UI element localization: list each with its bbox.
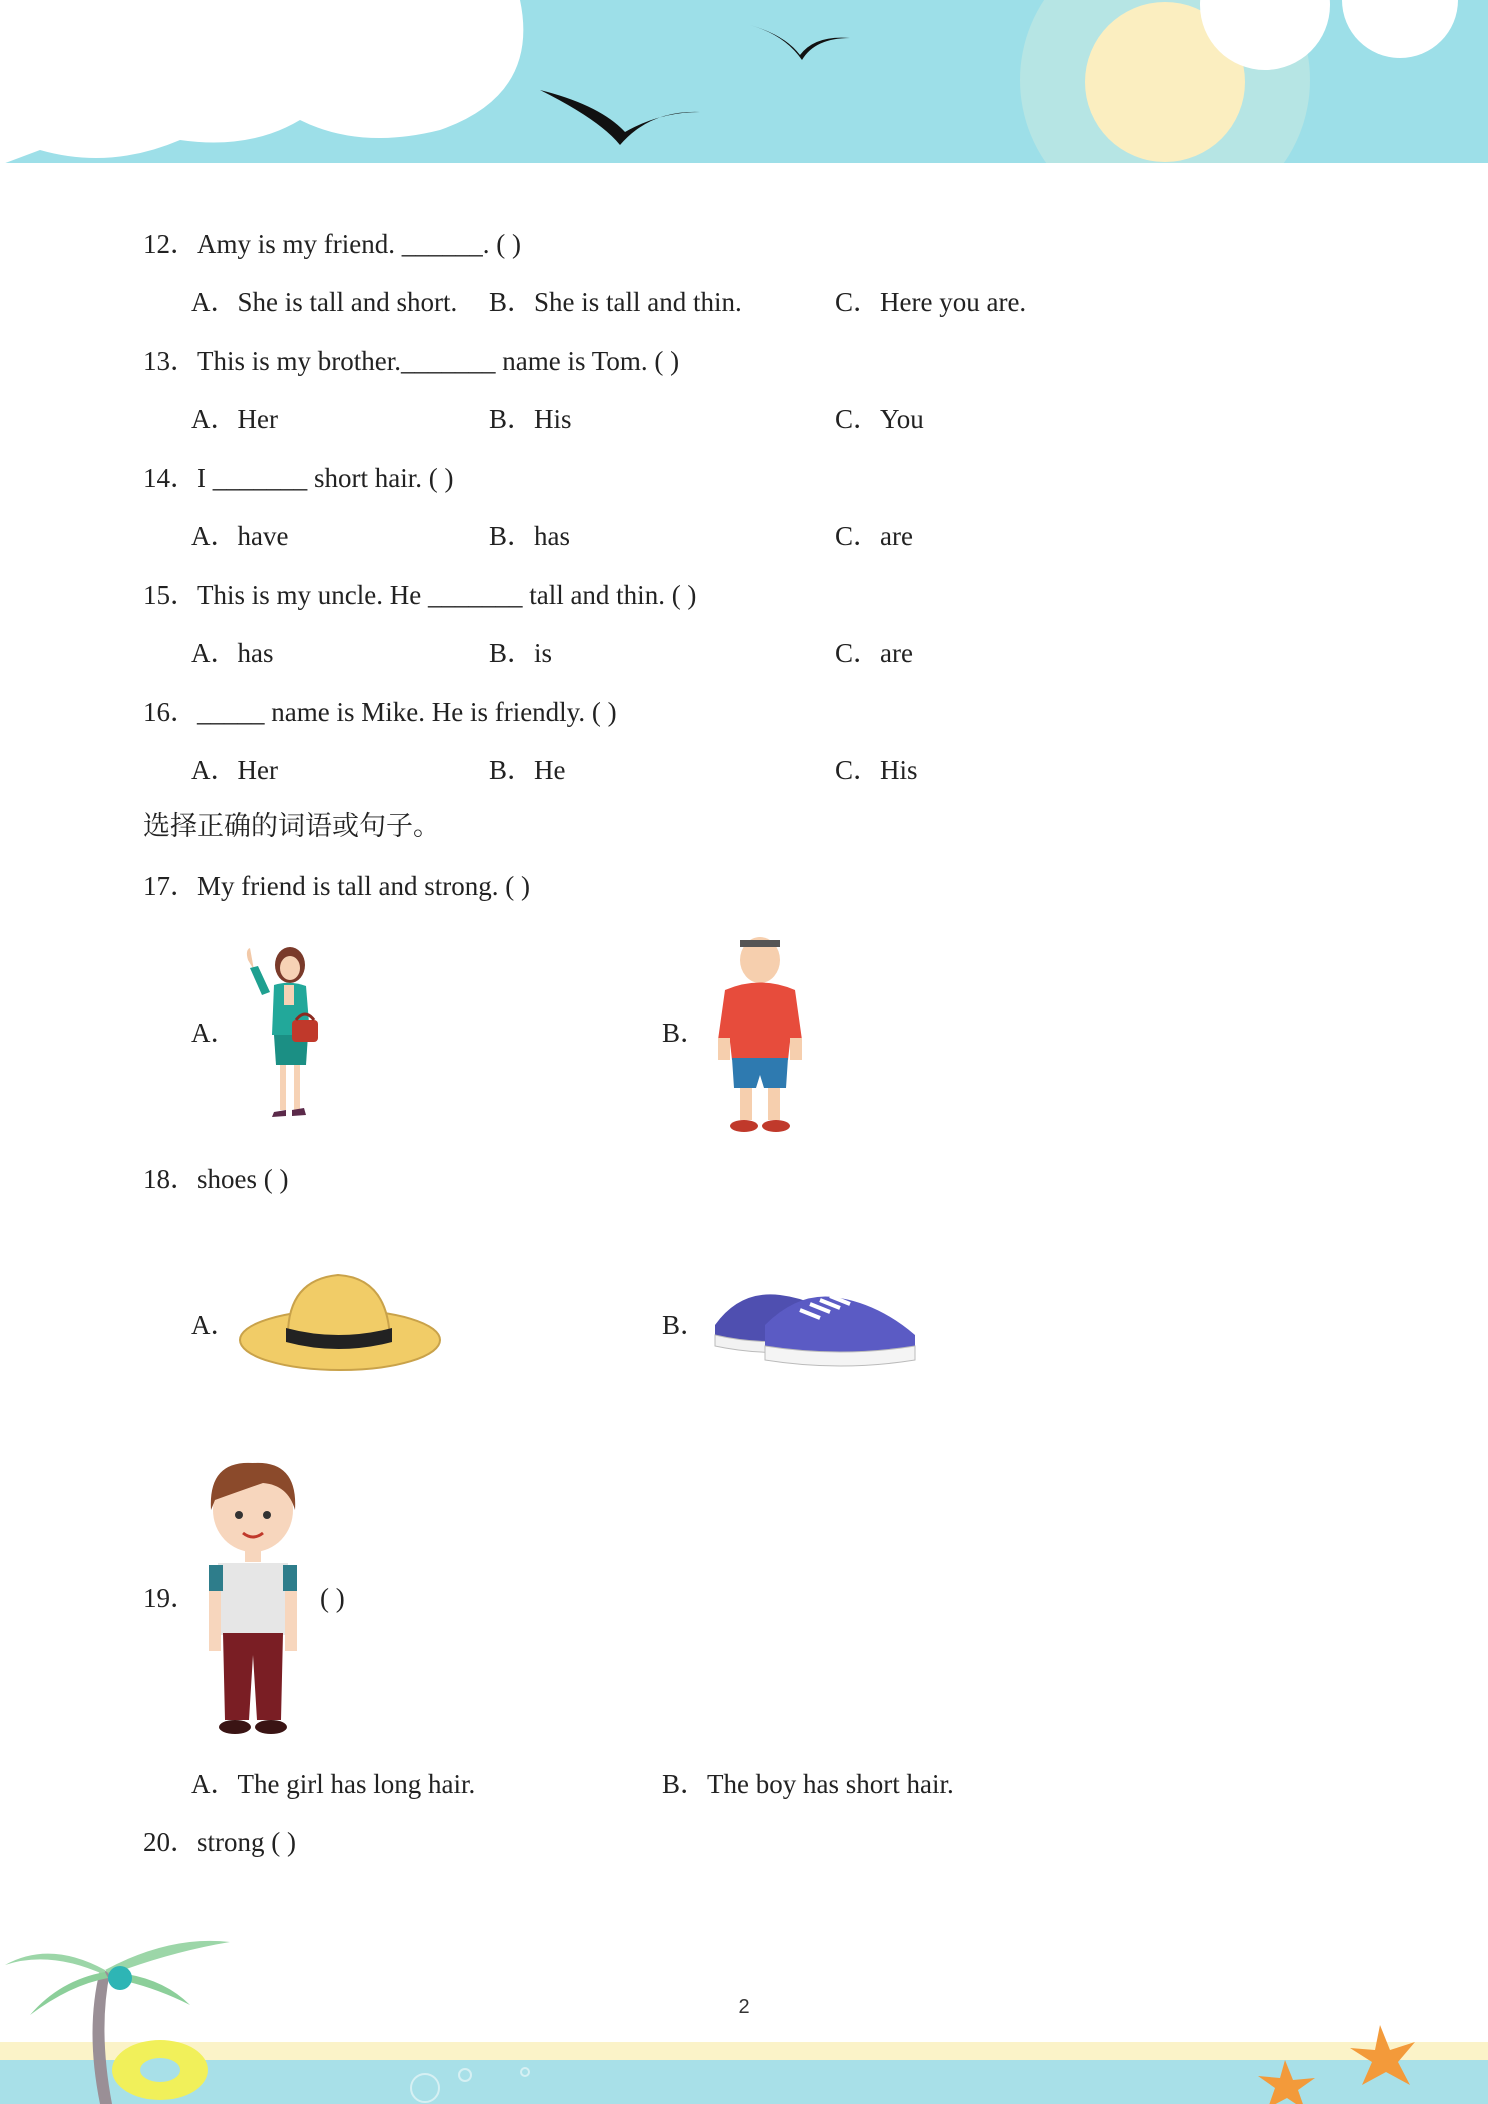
question-13-option-b[interactable]: B．His [489,404,572,434]
question-18-option-a[interactable]: A． [191,1310,238,1340]
header-banner [0,0,1488,170]
page-number: 2 [738,1996,750,2018]
section-title: 选择正确的词语或句子。 [143,811,440,842]
question-19-option-a[interactable]: A．The girl has long hair. [191,1769,476,1799]
question-15-stem: 15．This is my uncle. He _______ tall and thin. ( ) [143,580,697,610]
question-18-stem: 18．shoes ( ) [143,1164,289,1194]
question-17-option-a[interactable]: A． [191,1018,238,1048]
question-16-stem: 16．_____ name is Mike. He is friendly. ( ) [143,697,617,727]
question-15-option-b[interactable]: B．is [489,638,553,668]
question-14-option-a[interactable]: A．have [191,521,289,551]
question-14-option-b[interactable]: B．has [489,521,570,551]
question-12-option-b[interactable]: B．She is tall and thin. [489,287,742,317]
question-14-stem: 14．I _______ short hair. ( ) [143,463,454,493]
question-13-option-a[interactable]: A．Her [191,404,278,434]
strong-man-image [710,930,810,1135]
question-18-option-b[interactable]: B． [662,1310,708,1340]
question-17-stem: 17．My friend is tall and strong. ( ) [143,871,530,901]
question-12-option-a[interactable]: A．She is tall and short. [191,287,458,317]
question-16-option-a[interactable]: A．Her [191,755,278,785]
question-19-answer-paren[interactable]: ( ) [320,1583,345,1613]
question-19-number: 19． [143,1583,197,1613]
question-19-option-b[interactable]: B．The boy has short hair. [662,1769,954,1799]
question-13-option-c[interactable]: C．You [835,404,924,434]
question-20-stem: 20．strong ( ) [143,1827,296,1857]
question-14-option-c[interactable]: C．are [835,521,913,551]
straw-hat-image [238,1270,443,1375]
question-15-option-c[interactable]: C．are [835,638,913,668]
question-16-option-c[interactable]: C．His [835,755,918,785]
question-12-stem: 12．Amy is my friend. ______. ( ) [143,229,521,259]
question-16-option-b[interactable]: B．He [489,755,566,785]
footer-beach-decoration [0,1930,1488,2104]
question-17-option-b[interactable]: B． [662,1018,708,1048]
question-15-option-a[interactable]: A．has [191,638,274,668]
sneakers-image [710,1270,925,1375]
question-13-stem: 13．This is my brother._______ name is Tom. ( ) [143,346,680,376]
boy-short-hair-image [203,1455,308,1740]
woman-with-bag-image [240,940,330,1120]
question-12-option-c[interactable]: C．Here you are. [835,287,1027,317]
